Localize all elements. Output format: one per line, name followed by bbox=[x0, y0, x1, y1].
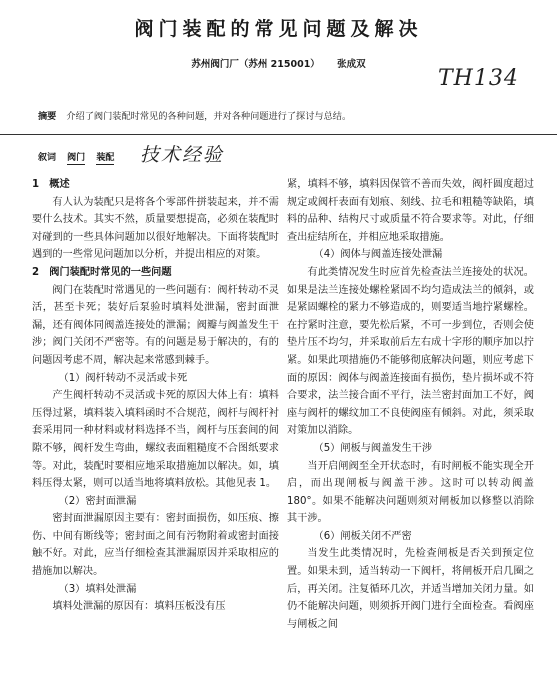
subsection-heading: （5）闸板与阀盖发生干涉 bbox=[313, 442, 433, 454]
keywords bbox=[38, 150, 122, 163]
keywords-label: 叙词 bbox=[38, 153, 57, 163]
paragraph: 紧，填料不够，填料因保管不善而失效，阀杆圆度超过规定或阀杆表面有划痕、刻线、拉毛和粗糙等缺陷，填料的品种、结构尺寸或质量不符合要求等。对此，仔细查出症结所在，并相应地采取措施。 bbox=[287, 179, 534, 243]
subsection-heading: （3）填料处泄漏 bbox=[58, 583, 137, 595]
paragraph: 填料处泄漏的原因有：填料压板没有压 bbox=[52, 601, 226, 613]
paragraph: 阀门在装配时常遇见的一些问题有：阀杆转动不灵活，甚至卡死；装好后泵验时填料处泄漏，密封面泄漏，还有阀体同阀盖连接处的泄漏；阀瓣与阀盖发生干涉；阀门关闭不严密等。有的问题是易于解决的，有的问题因考虑不周，解决起来常感到棘手。 bbox=[32, 284, 279, 366]
author-name: 张成双 bbox=[337, 59, 366, 70]
keyword: 阀门 bbox=[67, 153, 86, 163]
affiliation: 苏州阀门厂（苏州 215001） bbox=[191, 59, 320, 70]
abstract-label: 摘要 bbox=[38, 111, 57, 122]
paragraph: 产生阀杆转动不灵活或卡死的原因大体上有：填料压得过紧，填料装入填料函时不合规范，阀杆与阀杆衬套采用同一种材料或材料选择不当，阀杆与压套间的间隙不够，阀杆发生弯曲，螺纹表面粗糙度不合图纸要求等。对此，装配时要相应地采取措施加以解决。如，填料压得太紧，则可以适当地将填料放松。其他见表 1。 bbox=[32, 390, 279, 490]
subsection-heading: （6）闸板关闭不严密 bbox=[313, 530, 412, 542]
paragraph: 有此类情况发生时应首先检查法兰连接处的状况。如果是法兰连接处螺栓紧固不均匀造成法兰的倾斜，或是紧固螺栓的紧力不够造成的，则要适当地拧紧螺栓。在拧紧时注意，要先松后紧，不可一步到位，否则会使垫片压不均匀，并采取前后左右成十字形的顺序加以拧紧。如果此项措施仍不能够彻底解决问题，则应考虑下面的原因：阀体与阀盖连接面有损伤，垫片损坏或不符合要求，法兰接合面不平行，法兰密封面加工不好，阀座与阀杆的螺纹加工不良使阀座有倾斜。对此，须采取对策加以消除。 bbox=[287, 266, 534, 437]
subsection-heading: （2）密封面泄漏 bbox=[58, 495, 137, 507]
article-title: 阀门装配的常见问题及解决 bbox=[134, 18, 423, 40]
abstract-text: 介绍了阀门装配时常见的各种问题，并对各种问题进行了探讨与总结。 bbox=[66, 111, 352, 122]
paragraph: 当发生此类情况时，先检查闸板是否关到预定位置。如果未到，适当转动一下阀杆，将闸板开启几圈之后，再关闭。注复循环几次，并适当增加关闭力量。如仍不能解决问题，则须拆开阀门进行全面检查。看阀座与闸板之间 bbox=[287, 548, 534, 630]
paragraph: 当开启闸阀至全开状态时，有时闸板不能实现全开启，而出现闸板与阀盖干涉。这时可以转动阀盖 180°。如果不能解决问题则须对闸板加以修整以消除其干涉。 bbox=[287, 460, 534, 525]
paragraph: 有人认为装配只是将各个零部件拼装起来，并不需要什么技术。其实不然，质量要想提高，必须在装配时对碰到的一些具体问题加以很好地解决。下面将装配时遇到的一些常见问题加以分析，并提出相应的对策。 bbox=[32, 196, 279, 261]
handwritten-keyword: 技术经验 bbox=[140, 144, 225, 166]
keyword: 装配 bbox=[96, 153, 115, 163]
subsection-heading: （4）阀体与阀盖连接处泄漏 bbox=[313, 249, 443, 261]
handwritten-classification-code: TH134 bbox=[438, 66, 519, 91]
paragraph: 密封面泄漏原因主要有：密封面损伤，如压痕、擦伤、中间有断线等；密封面之间有污物附着或密封面接触不好。对此，应当仔细检查其泄漏原因并采取相应的措施加以解决。 bbox=[32, 513, 279, 578]
right-column bbox=[287, 176, 534, 633]
abstract bbox=[38, 110, 528, 124]
section-heading: 2 阀门装配时常见的一些问题 bbox=[32, 266, 172, 278]
left-column bbox=[32, 176, 279, 616]
divider-line bbox=[0, 134, 557, 135]
subsection-heading: （1）阀杆转动不灵活或卡死 bbox=[58, 372, 188, 384]
section-heading: 1 概述 bbox=[32, 179, 70, 190]
